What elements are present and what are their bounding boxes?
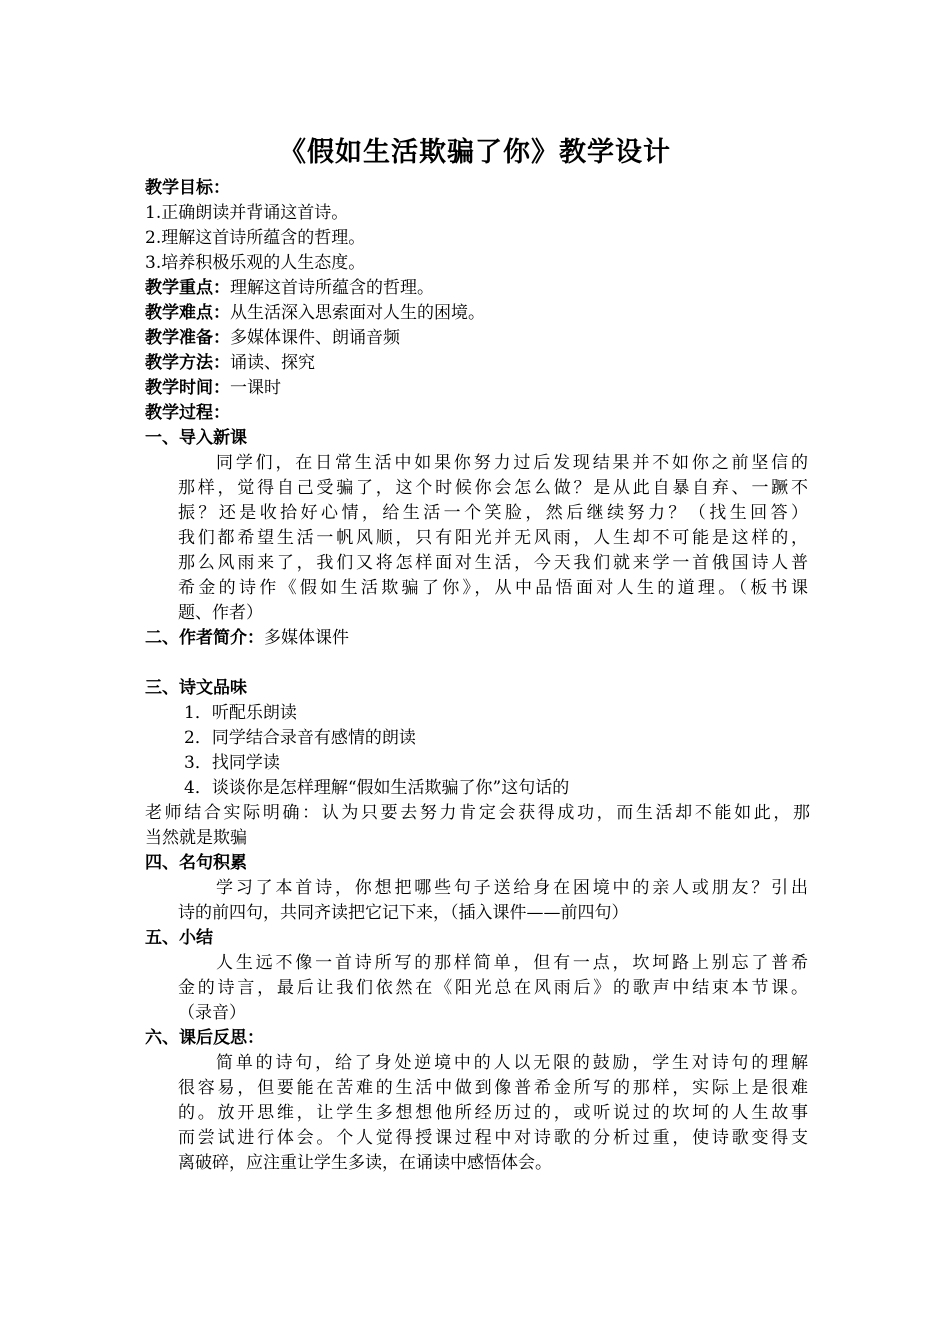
meta-row-preparation <box>145 326 810 351</box>
paragraph-line: 离破碎，应注重让学生多读，在诵读中感悟体会。 <box>178 1153 552 1173</box>
list-item: 3．找同学读 <box>184 753 280 773</box>
paragraph-line: 当然就是欺骗 <box>145 828 247 848</box>
paragraph-line: 的。放开思维，让学生多想想他所经历过的，或听说过的坎坷的人生故事 <box>178 1103 808 1123</box>
paragraph-line: 同学们，在日常生活中如果你努力过后发现结果并不如你之前坚信的 <box>216 453 808 473</box>
paragraph-line: （录音） <box>178 1003 246 1023</box>
paragraph-line: 希金的诗作《假如生活欺骗了你》，从中品悟面对人生的道理。（板书课 <box>178 578 808 598</box>
meta-label: 教学重点： <box>145 278 230 298</box>
paragraph-line: 很容易，但要能在苦难的生活中做到像普希金所写的那样，实际上是很难 <box>178 1078 808 1098</box>
meta-row-method <box>145 351 810 376</box>
meta-row-time <box>145 376 810 401</box>
paragraph-line: 我们都希望生活一帆风顺，只有阳光并无风雨，人生却不可能是这样的， <box>178 528 808 548</box>
meta-row-key-point <box>145 276 810 301</box>
section-heading-reflection: 六、课后反思： <box>145 1028 264 1048</box>
paragraph-line: 简单的诗句，给了身处逆境中的人以无限的鼓励，学生对诗句的理解 <box>216 1053 808 1073</box>
paragraph-line: 老师结合实际明确：认为只要去努力肯定会获得成功，而生活却不能如此，那 <box>145 803 810 823</box>
section-heading-summary: 五、小结 <box>145 928 213 948</box>
paragraph-line: 诗的前四句，共同齐读把它记下来，（插入课件——前四句） <box>178 903 629 923</box>
goals-label: 教学目标： <box>145 178 230 198</box>
list-item: 1．听配乐朗读 <box>184 703 297 723</box>
paragraph-line: 那么风雨来了，我们又将怎样面对生活，今天我们就来学一首俄国诗人普 <box>178 553 808 573</box>
process-label: 教学过程： <box>145 403 230 423</box>
goal-item-3: 3.培养积极乐观的人生态度。 <box>145 253 366 273</box>
meta-row-difficulty <box>145 301 810 326</box>
goal-item-2: 2.理解这首诗所蕴含的哲理。 <box>145 228 366 248</box>
meta-label: 教学时间： <box>145 378 230 398</box>
list-item: 2．同学结合录音有感情的朗读 <box>184 728 416 748</box>
goal-item-1: 1.正确朗读并背诵这首诗。 <box>145 203 349 223</box>
paragraph-line: 学习了本首诗，你想把哪些句子送给身在困境中的亲人或朋友？引出 <box>216 878 808 898</box>
meta-value: 理解这首诗所蕴含的哲理。 <box>230 278 434 298</box>
meta-value: 诵读、探究 <box>230 353 315 373</box>
paragraph-line: 而尝试进行体会。个人觉得授课过程中对诗歌的分析过重，使诗歌变得支 <box>178 1128 808 1148</box>
meta-label: 教学难点： <box>145 303 230 323</box>
section-value: 多媒体课件 <box>264 628 349 648</box>
meta-value: 一课时 <box>230 378 281 398</box>
section-heading-intro: 一、导入新课 <box>145 428 247 448</box>
paragraph-line: 人生远不像一首诗所写的那样简单，但有一点，坎坷路上别忘了普希 <box>216 953 808 973</box>
paragraph-line: 那样，觉得自己受骗了，这个时候你会怎么做？是从此自暴自弃、一蹶不 <box>178 478 808 498</box>
document-title: 《假如生活欺骗了你》教学设计 <box>279 137 671 168</box>
section-heading-author <box>145 626 810 651</box>
meta-label: 教学方法： <box>145 353 230 373</box>
section-heading-quotes: 四、名句积累 <box>145 853 247 873</box>
paragraph-line: 金的诗言，最后让我们依然在《阳光总在风雨后》的歌声中结束本节课。 <box>178 978 808 998</box>
list-item: 4．谈谈你是怎样理解“假如生活欺骗了你”这句话的 <box>184 778 570 798</box>
meta-value: 多媒体课件、朗诵音频 <box>230 328 400 348</box>
paragraph-line: 振？还是收拾好心情，给生活一个笑脸，然后继续努力？（找生回答） <box>178 503 808 523</box>
paragraph-line: 题、作者） <box>178 603 263 623</box>
meta-value: 从生活深入思索面对人生的困境。 <box>230 303 485 323</box>
section-heading-poem: 三、诗文品味 <box>145 678 247 698</box>
meta-label: 教学准备： <box>145 328 230 348</box>
section-heading-text: 二、作者简介： <box>145 628 264 648</box>
